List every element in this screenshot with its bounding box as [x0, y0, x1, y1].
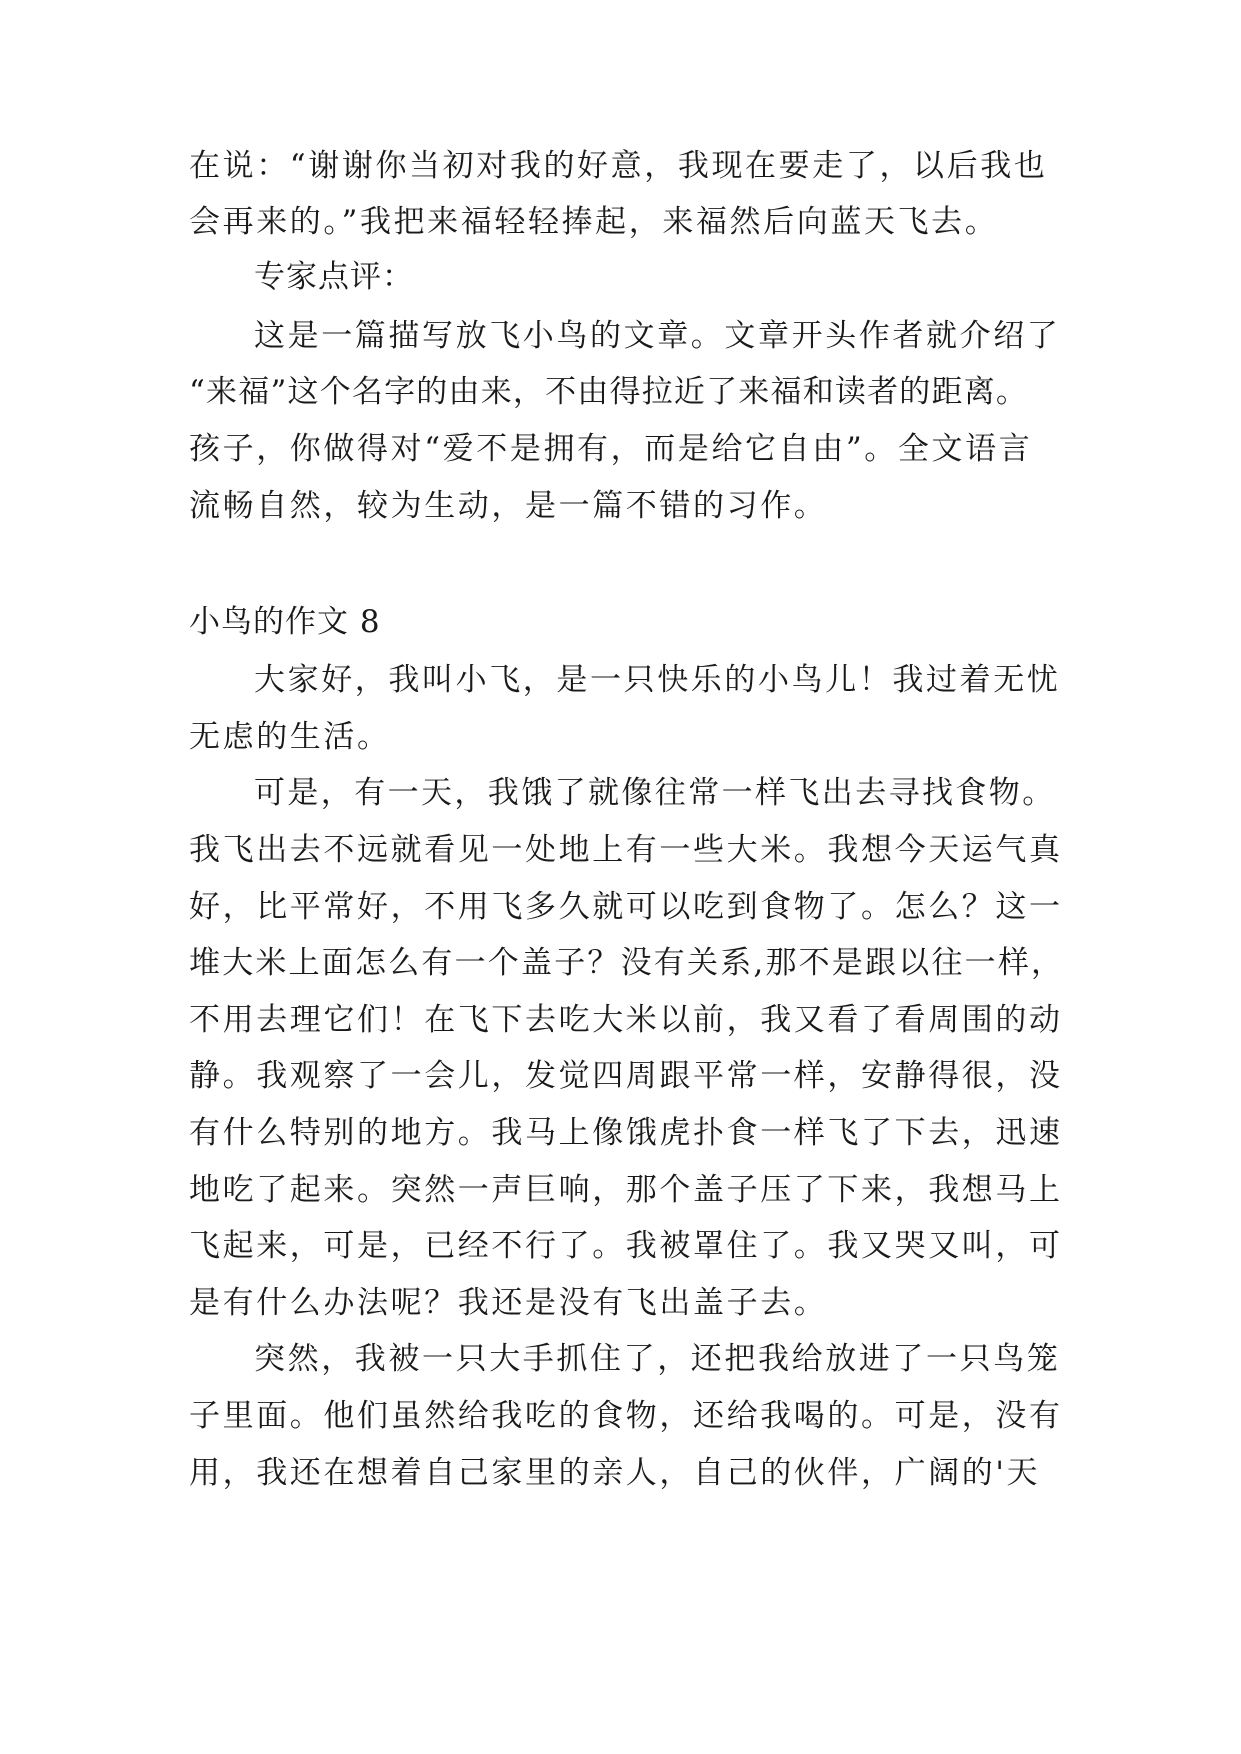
- paragraph-line: 孩子，你做得对“爱不是拥有，而是给它自由”。全文语言: [189, 431, 1033, 467]
- paragraph-line: 是有什么办法呢？我还是没有飞出盖子去。: [189, 1285, 828, 1321]
- paragraph-line: 堆大米上面怎么有一个盖子？没有关系,那不是跟以往一样，: [189, 945, 1065, 981]
- paragraph-line: “来福”这个名字的由来，不由得拉近了来福和读者的距离。: [189, 374, 1029, 410]
- article-title: 小鸟的作文 8: [189, 604, 381, 640]
- paragraph-line: 用，我还在想着自己家里的亲人，自己的伙伴，广阔的'天: [189, 1455, 1041, 1491]
- paragraph-line: 无虑的生活。: [189, 719, 391, 755]
- paragraph-line: 不用去理它们！在飞下去吃大米以前，我又看了看周围的动: [189, 1002, 1063, 1038]
- paragraph-line: 子里面。他们虽然给我吃的食物，还给我喝的。可是，没有: [189, 1398, 1063, 1434]
- paragraph-line: 在说：“谢谢你当初对我的好意，我现在要走了，以后我也: [189, 148, 1048, 184]
- paragraph-line: 会再来的。”我把来福轻轻捧起，来福然后向蓝天飞去。: [189, 204, 999, 240]
- paragraph-line: 好，比平常好，不用飞多久就可以吃到食物了。怎么？这一: [189, 889, 1063, 925]
- paragraph-line: 静。我观察了一会儿，发觉四周跟平常一样，安静得很，没: [189, 1058, 1063, 1094]
- paragraph-line: 大家好，我叫小飞，是一只快乐的小鸟儿！我过着无忧: [254, 662, 1061, 698]
- paragraph-line: 有什么特别的地方。我马上像饿虎扑食一样飞了下去，迅速: [189, 1115, 1063, 1151]
- paragraph-line: 突然，我被一只大手抓住了，还把我给放进了一只鸟笼: [254, 1341, 1061, 1377]
- paragraph-line: 流畅自然，较为生动，是一篇不错的习作。: [189, 488, 828, 524]
- paragraph-line: 我飞出去不远就看见一处地上有一些大米。我想今天运气真: [189, 832, 1063, 868]
- paragraph-line: 可是，有一天，我饿了就像往常一样飞出去寻找食物。: [254, 775, 1056, 811]
- paragraph-line: 地吃了起来。突然一声巨响，那个盖子压了下来，我想马上: [189, 1172, 1063, 1208]
- paragraph-line: 飞起来，可是，已经不行了。我被罩住了。我又哭又叫，可: [189, 1228, 1063, 1264]
- section-heading: 专家点评：: [254, 259, 414, 295]
- paragraph-line: 这是一篇描写放飞小鸟的文章。文章开头作者就介绍了: [254, 318, 1061, 354]
